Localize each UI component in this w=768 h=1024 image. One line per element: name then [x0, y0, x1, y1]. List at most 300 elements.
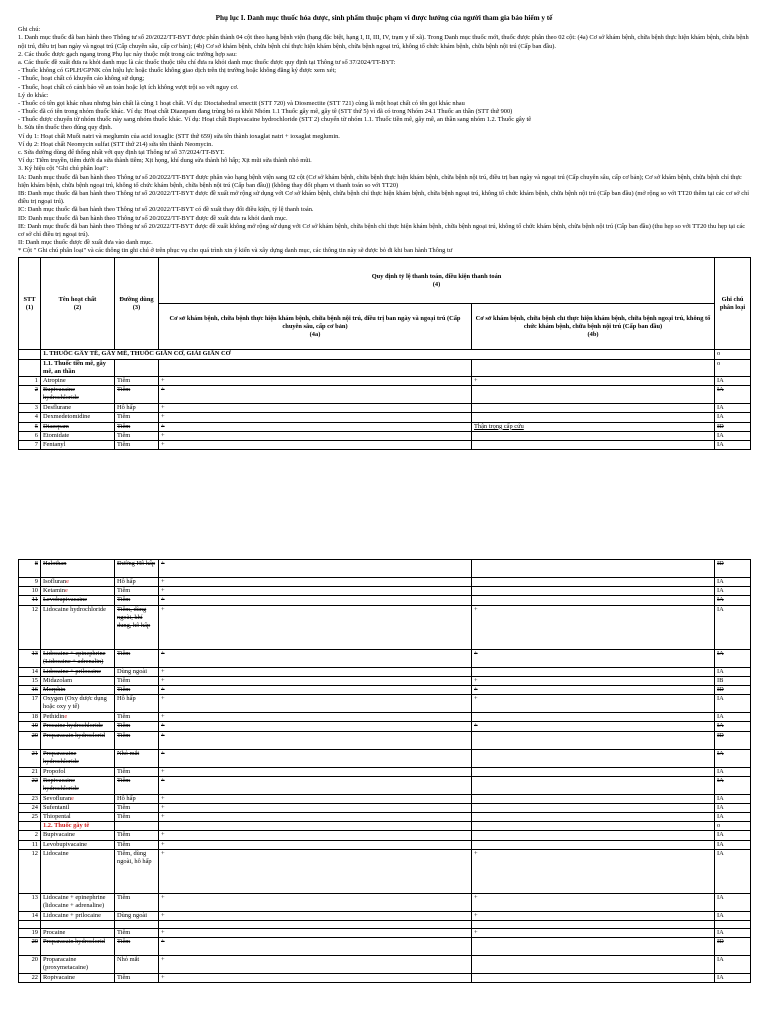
col4b-cell: + [472, 849, 715, 893]
table-row [19, 587, 751, 596]
route-cell: Tiêm [115, 929, 159, 938]
drug-name-text: Lidocaine + prilocaine [43, 667, 101, 675]
note-code: IA [715, 794, 751, 803]
note-line: c. Sửa đường dùng để thống nhất với quy định tại Thông tư số 37/2024/TT-BYT. [18, 149, 225, 157]
stt-cell: 1 [19, 377, 41, 386]
stt-cell: 19 [19, 722, 41, 731]
drug-name [41, 386, 115, 404]
col4a-cell [159, 359, 472, 376]
note-line: - Thuốc được chuyển từ nhóm thuốc này sang nhóm thuốc khác. Ví dụ: Hoạt chất Bupivacaine hydrochloride (STT 2) chuyển từ nhóm 1.1. Thuốc tiền mê, gây mê, an thần sang nhóm 1.2. Thuốc gây tê [18, 116, 532, 124]
route-cell: Tiêm [115, 587, 159, 596]
stt-cell: 14 [19, 667, 41, 676]
note-code: ID [715, 731, 751, 749]
col4a-cell: + [159, 794, 472, 803]
drug-name [41, 803, 115, 812]
drug-name-suffix: e [64, 713, 68, 721]
notes-block [18, 26, 750, 255]
note-code: ID [715, 685, 751, 694]
note-code: IA [715, 377, 751, 386]
table-cell [715, 921, 751, 929]
header-name: Tên hoạt chất (2) [41, 258, 115, 350]
stt-cell: 19 [19, 929, 41, 938]
col4a-cell: + [159, 956, 472, 974]
table-row [19, 676, 751, 685]
route-cell: Dùng ngoài [115, 911, 159, 920]
note-code: IA [715, 404, 751, 413]
stt-cell: 5 [19, 422, 41, 431]
route-cell: Nhỏ mắt [115, 749, 159, 767]
drug-name [41, 578, 115, 587]
stt-cell [19, 359, 41, 376]
route-cell: Hô hấp [115, 695, 159, 713]
note-line: 3. Ký hiệu cột "Ghi chú phân loại": [18, 165, 109, 173]
stt-cell: 24 [19, 803, 41, 812]
drug-name-text: Midazolam [43, 676, 73, 684]
drug-name [41, 749, 115, 767]
drug-name [41, 676, 115, 685]
route-cell: Tiêm [115, 649, 159, 667]
route-cell: Tiêm [115, 731, 159, 749]
drug-name-text: Lidocaine [43, 849, 69, 857]
drug-name-text: Atropine [43, 377, 66, 385]
route-cell: Tiêm [115, 377, 159, 386]
col4b-cell [472, 667, 715, 676]
table-row [19, 938, 751, 956]
drug-name [41, 731, 115, 749]
stt-cell: 22 [19, 776, 41, 794]
col4b-cell [472, 578, 715, 587]
col4a-cell: + [159, 685, 472, 694]
route-cell [115, 359, 159, 376]
route-cell: Hô hấp [115, 578, 159, 587]
note-line: Ví dụ 1: Hoạt chất Muối natri và meglumin của acid ioxaglic (STT thứ 659) sửa tên thành ioxaglat natri + ioxaglat meglumin. [18, 132, 340, 140]
note-code: o [715, 359, 751, 376]
note-code: IA [715, 413, 751, 422]
document-title: Phụ lục I. Danh mục thuốc hóa dược, sinh phẩm thuộc phạm vi được hưởng của người tham gia bảo hiểm y tế [215, 14, 553, 22]
route-cell [115, 822, 159, 831]
route-cell: Nhỏ mắt [115, 956, 159, 974]
note-line: Ví dụ: Tiêm truyền, tiêm dưới da sửa thành tiêm; Xịt họng, khí dung sửa thành hô hấp; Xịt mũi sửa thành nhỏ mũi. [18, 157, 312, 165]
drug-name [41, 695, 115, 713]
table-row [19, 386, 751, 404]
col4a-cell: + [159, 649, 472, 667]
col4b-cell [472, 974, 715, 983]
col4a-cell: + [159, 776, 472, 794]
stt-cell: 2 [19, 386, 41, 404]
stt-cell: 20 [19, 938, 41, 956]
col4b-cell [472, 359, 715, 376]
drug-name-text: Sufentanil [43, 803, 70, 811]
drug-name [41, 776, 115, 794]
col4b-cell [472, 731, 715, 749]
drug-table-2 [18, 559, 751, 983]
table-cell [472, 921, 715, 929]
table-row [19, 422, 751, 431]
drug-name-text: Diazepam [43, 422, 69, 430]
header-col-4a: Cơ sở khám bệnh, chữa bệnh thực hiện khám bệnh, chữa bệnh nội trú, điều trị ban ngày và ngoại trú (Cấp chuyên sâu, cấp cơ bản) (4a) [159, 304, 472, 350]
drug-name [41, 596, 115, 605]
col4a-cell [159, 822, 472, 831]
note-code: o [715, 822, 751, 831]
table-row [19, 929, 751, 938]
drug-name-text: Procaine hydrochloride [43, 722, 103, 730]
drug-name [41, 377, 115, 386]
table-row [19, 794, 751, 803]
col4b-cell [472, 713, 715, 722]
col4b-cell: + [472, 649, 715, 667]
drug-name [41, 605, 115, 649]
col4b-cell [472, 822, 715, 831]
drug-name-text: Levobupivacaine [43, 840, 88, 848]
drug-name-text: Propofol [43, 767, 66, 775]
col4b-cell [472, 956, 715, 974]
col4a-cell: + [159, 911, 472, 920]
note-line: Ghi chú: [18, 26, 41, 34]
table-row [19, 849, 751, 893]
note-line: ID: Danh mục thuốc đã ban hành theo Thông tư số 20/2022/TT-BYT được đề xuất đưa ra khỏi danh mục. [18, 214, 288, 222]
table-row [19, 667, 751, 676]
table-row [19, 803, 751, 812]
note-code: IA [715, 578, 751, 587]
table-cell [19, 921, 41, 929]
drug-name-text: Lidocaine + prilocaine [43, 911, 101, 919]
col4b-cell [472, 386, 715, 404]
note-line: - Thuốc, hoạt chất có cảnh báo về an toàn hoặc lợi ích không vượt trội so với nguy cơ. [18, 83, 239, 91]
table-row [19, 440, 751, 449]
note-code: IB [715, 676, 751, 685]
drug-name-text: Halothan [43, 560, 67, 567]
col4b-cell: + [472, 893, 715, 911]
note-line: 2. Các thuốc được gạch ngang trong Phụ lục này thuộc một trong các trường hợp sau: [18, 50, 237, 58]
table-row [19, 649, 751, 667]
stt-cell: 21 [19, 749, 41, 767]
note-line: IE: Danh mục thuốc đã ban hành theo Thông tư số 20/2022/TT-BYT được đề xuất không mở rộng sử dụng với Cơ sở khám bệnh, chữa bệnh chỉ thực hiện khám bệnh, chữa bệnh ngoại trú, không tổ chức khám bệnh, chữa bệnh nội trú (Cấp ban đầu) (thu hẹp so với TT20 thu hẹp tại các cơ sở chỉ điều trị ngoại trú). [18, 222, 746, 238]
route-cell: Tiêm, dùng ngoài, hô hấp [115, 849, 159, 893]
col4b-cell: + [472, 685, 715, 694]
note-code: IA [715, 649, 751, 667]
note-code: IA [715, 893, 751, 911]
col4b-cell [472, 587, 715, 596]
route-cell: Hô hấp [115, 794, 159, 803]
note-line: Ví dụ 2: Hoạt chất Neomycin sulfat (STT thứ 214) sửa tên thành Neomycin. [18, 140, 213, 148]
note-line: IB: Danh mục thuốc đã ban hành theo Thông tư số 20/2022/TT-BYT được đề xuất mở rộng sử dụng với Cơ sở khám bệnh, chữa bệnh chỉ thực hiện khám bệnh, chữa bệnh ngoại trú, không tổ chức khám bệnh, chữa bệnh nội trú (Cấp ban đầu) (mở rộng so với TT20 thêm tại các cơ sở chỉ điều trị ngoại trú). [18, 189, 750, 206]
route-cell: Tiêm [115, 713, 159, 722]
drug-name-suffix: e [66, 578, 69, 585]
drug-name-text: Isofluran [43, 578, 67, 585]
col4b-cell [472, 776, 715, 794]
table-row [19, 767, 751, 776]
col4b-cell [472, 840, 715, 849]
stt-cell: 13 [19, 649, 41, 667]
col4a-cell: + [159, 386, 472, 404]
drug-name [41, 649, 115, 667]
table-row [19, 722, 751, 731]
drug-name [41, 560, 115, 578]
document-page-1 [0, 14, 768, 450]
col4a-cell: + [159, 596, 472, 605]
stt-cell: 17 [19, 695, 41, 713]
note-line: - Thuốc có tên gọi khác nhau nhưng bản chất là cùng 1 hoạt chất. Ví dụ: Dioctahedral smectit (STT 720) và Diosmectite (STT 721) cùng là một hoạt chất có tên gọi khác nhau [18, 99, 465, 107]
note-code: IA [715, 831, 751, 840]
drug-name-text: Levobupivacaine [43, 596, 88, 604]
table-row [19, 911, 751, 920]
stt-cell: 23 [19, 794, 41, 803]
drug-name [41, 831, 115, 840]
drug-name [41, 794, 115, 803]
col4a-cell: + [159, 831, 472, 840]
route-cell: Tiêm [115, 440, 159, 449]
route-cell: Tiêm [115, 596, 159, 605]
stt-cell: 9 [19, 578, 41, 587]
note-code: IA [715, 776, 751, 794]
note-code: IA [715, 596, 751, 605]
col4b-cell [472, 404, 715, 413]
drug-name-text: Thiopental [43, 813, 71, 821]
col4a-cell: + [159, 840, 472, 849]
stt-cell: 11 [19, 596, 41, 605]
col4a-cell: + [159, 587, 472, 596]
table-row [19, 974, 751, 983]
col4b-cell [472, 431, 715, 440]
table-row [19, 404, 751, 413]
drug-name-text: Lidocaine hydrochloride [43, 605, 106, 613]
route-cell: Tiêm [115, 974, 159, 983]
col4a-cell: + [159, 667, 472, 676]
drug-name-text: Bupivacaine hydrochloride [43, 386, 79, 402]
table-row [19, 713, 751, 722]
col4b-cell: + [472, 695, 715, 713]
drug-name-text: Proparacaine hydrochloride [43, 749, 79, 765]
route-cell: Tiêm [115, 893, 159, 911]
stt-cell: 22 [19, 974, 41, 983]
drug-name [41, 929, 115, 938]
stt-cell: 12 [19, 849, 41, 893]
route-cell: Đường Hô hấp [115, 560, 159, 578]
table-row [19, 776, 751, 794]
route-cell: Tiêm [115, 840, 159, 849]
col4b-cell [472, 794, 715, 803]
col4a-cell: + [159, 974, 472, 983]
section-title: 1.2. Thuốc gây tê [41, 822, 115, 831]
table-header-row [19, 258, 751, 304]
col4b-cell: + [472, 377, 715, 386]
stt-cell: 2 [19, 831, 41, 840]
drug-name-text: Etomidate [43, 431, 70, 439]
col4a-cell: + [159, 749, 472, 767]
col4a-cell: + [159, 431, 472, 440]
drug-name [41, 840, 115, 849]
col4a-cell: + [159, 938, 472, 956]
col4a-cell: + [159, 767, 472, 776]
table-row [19, 685, 751, 694]
note-code: IA [715, 695, 751, 713]
stt-cell: 7 [19, 440, 41, 449]
stt-cell: 8 [19, 560, 41, 578]
col4b-cell [472, 440, 715, 449]
stt-cell: 21 [19, 767, 41, 776]
col4b-cell: + [472, 929, 715, 938]
drug-name-text: Lidocaine + epinephrine (lidocaine + adrenaline) [43, 893, 106, 909]
col4b-cell: Thận trọng cấp cứu [472, 422, 715, 431]
note-code: ID [715, 560, 751, 578]
note-code: IA [715, 956, 751, 974]
route-cell: Tiêm [115, 938, 159, 956]
col4b-cell [472, 596, 715, 605]
drug-name-text: Desflurane [43, 404, 72, 412]
note-line: 1. Danh mục thuốc đã ban hành theo Thông tư số 20/2022/TT-BYT được phân thành 04 cột theo hạng bệnh viện (hạng đặc biệt, hạng I, II, III, IV, trạm y tế xã). Trong Danh mục thuốc mới, thuốc được phân theo 02 cột: (4a) Cơ sở khám bệnh, chữa bệnh thực hiện khám bệnh, chữa bệnh nội trú, điều trị ban ngày và ngoại trú (Cấp chuyên sâu, cấp cơ bản); (4b) Cơ sở khám bệnh, chữa bệnh chỉ thực hiện khám bệnh, chữa bệnh ngoại trú, không tổ chức khám bệnh, chữa bệnh nội trú (Cấp ban đầu). [18, 34, 749, 50]
drug-name [41, 431, 115, 440]
header-col-4b: Cơ sở khám bệnh, chữa bệnh chỉ thực hiện khám bệnh, chữa bệnh ngoại trú, không tổ chức khám bệnh, chữa bệnh nội trú (Cấp ban đầu) (4b) [472, 304, 715, 350]
note-code: IA [715, 767, 751, 776]
note-code: IA [715, 813, 751, 822]
col4b-cell [472, 831, 715, 840]
drug-name [41, 440, 115, 449]
stt-cell [19, 822, 41, 831]
drug-name-text: Dexmedetomidine [43, 413, 91, 421]
stt-cell: 16 [19, 685, 41, 694]
col4a-cell: + [159, 929, 472, 938]
table-row [19, 893, 751, 911]
route-cell: Tiêm [115, 431, 159, 440]
drug-name [41, 911, 115, 920]
table-row [19, 605, 751, 649]
col4a-cell: + [159, 849, 472, 893]
drug-name [41, 413, 115, 422]
drug-name-text: Procaine [43, 929, 66, 936]
col4a-cell: + [159, 695, 472, 713]
route-cell: Tiêm, dùng ngoài, khí dung, hô hấp [115, 605, 159, 649]
table-row [19, 695, 751, 713]
note-line: a. Các thuốc đề xuất đưa ra khỏi danh mục là các thuốc thuộc tiêu chí đưa ra khỏi danh mục thuốc được quy định tại Thông tư số 37/2024/TT-BYT: [18, 58, 396, 66]
route-cell: Hô hấp [115, 404, 159, 413]
drug-name-text: Proparacain hydroclorid [43, 938, 105, 946]
drug-name [41, 722, 115, 731]
route-cell: Tiêm [115, 685, 159, 694]
drug-name-text: Morphin [43, 685, 66, 693]
table-row [19, 413, 751, 422]
spacer-row [19, 921, 751, 929]
note-code: IA [715, 929, 751, 938]
drug-name [41, 767, 115, 776]
note-line: - Thuốc, hoạt chất có khuyến cáo không sử dụng; [18, 75, 145, 83]
note-line: - Thuốc không có GPLH/GPNK còn hiệu lực hoặc thuốc không giao dịch trên thị trường hoặc không đăng ký được xem xét; [18, 67, 337, 75]
col4a-cell: + [159, 803, 472, 812]
route-cell: Tiêm [115, 413, 159, 422]
route-cell: Tiêm [115, 803, 159, 812]
note-code: IA [715, 974, 751, 983]
note-code: IA [715, 840, 751, 849]
col4b-cell: + [472, 722, 715, 731]
header-note: Ghi chú phân loại [715, 258, 751, 350]
table-cell [41, 921, 115, 929]
header-payment: Quy định tỷ lệ thanh toán, điều kiện thanh toán (4) [159, 258, 715, 304]
drug-name-text: Oxygen (Oxy dược dụng hoặc oxy y tế) [43, 695, 107, 711]
stt-cell: 20 [19, 956, 41, 974]
drug-name-text: Lidocaine + epinephrine (Lidocaine + adrenalin) [43, 649, 106, 665]
stt-cell: 20 [19, 731, 41, 749]
drug-name [41, 587, 115, 596]
note-code: IA [715, 667, 751, 676]
col4b-cell: + [472, 911, 715, 920]
note-code: IA [715, 605, 751, 649]
stt-cell: 12 [19, 605, 41, 649]
drug-name-text: Fentanyl [43, 440, 66, 448]
col4b-cell [472, 413, 715, 422]
col4a-cell: + [159, 813, 472, 822]
route-cell: Tiêm [115, 813, 159, 822]
note-line: - Thuốc đã có tên trong nhóm thuốc khác. Ví dụ: Hoạt chất Diazepam đang trùng bỏ ra khỏi Nhóm 1.1 Thuốc gây mê, gây tê (STT thứ 5) vì đã có trong Nhóm 24.1 Thuốc an thần (STT thứ 900) [18, 108, 513, 116]
col4b-cell [472, 767, 715, 776]
note-code: IA [715, 911, 751, 920]
stt-cell: 15 [19, 676, 41, 685]
drug-name-text: Proparacaine (proxymetacaine) [43, 956, 89, 972]
drug-name-text: Bupivacaine [43, 831, 75, 839]
note-code: IA [715, 440, 751, 449]
col4a-cell: + [159, 676, 472, 685]
col4a-cell: + [159, 413, 472, 422]
drug-name-text: Ropivacaine hydrochloride [43, 776, 79, 792]
note-code: IA [715, 386, 751, 404]
note-code: IA [715, 713, 751, 722]
note-code: ID [715, 938, 751, 956]
drug-name-text: Pethidin [43, 713, 65, 721]
drug-name-suffix: e [71, 794, 74, 802]
stt-cell: 18 [19, 713, 41, 722]
drug-name [41, 813, 115, 822]
note-line: IC: Danh mục thuốc đã ban hành theo Thông tư số 20/2022/TT-BYT có đề xuất thay đổi điều kiện, tỷ lệ thanh toán. [18, 206, 314, 214]
stt-cell: 25 [19, 813, 41, 822]
table-row [19, 840, 751, 849]
table-row [19, 813, 751, 822]
section-row [19, 350, 751, 359]
table-row [19, 596, 751, 605]
table-row [19, 377, 751, 386]
drug-name [41, 685, 115, 694]
stt-cell [19, 350, 41, 359]
col4b-cell [472, 803, 715, 812]
table-row [19, 749, 751, 767]
stt-cell: 3 [19, 404, 41, 413]
route-cell: Tiêm [115, 776, 159, 794]
section-row [19, 359, 751, 376]
stt-cell: 10 [19, 587, 41, 596]
table-row [19, 956, 751, 974]
col4b-cell [472, 938, 715, 956]
header-stt: STT (1) [19, 258, 41, 350]
note-code: IA [715, 749, 751, 767]
route-cell: Tiêm [115, 676, 159, 685]
note-line: * Cột " Ghi chú phân loại" và các thông tin ghi chú ở trên phục vụ cho quá trình xin ý kiến và xây dựng danh mục, các thông tin này sẽ được bỏ đi khi ban hành Thông tư [18, 247, 453, 255]
note-code: IA [715, 587, 751, 596]
drug-name [41, 893, 115, 911]
section-row [19, 822, 751, 831]
route-cell: Dùng ngoài [115, 667, 159, 676]
table-row [19, 578, 751, 587]
col4b-cell: + [472, 605, 715, 649]
section-title: 1. THUỐC GÂY TÊ, GÂY MÊ, THUỐC GIÃN CƠ, GIẢI GIÃN CƠ [41, 350, 715, 359]
col4a-cell: + [159, 404, 472, 413]
drug-name-suffix: e [65, 587, 68, 595]
col4a-cell: + [159, 605, 472, 649]
col4a-cell: + [159, 713, 472, 722]
col4a-cell: + [159, 440, 472, 449]
col4b-cell [472, 749, 715, 767]
note-code: ID [715, 422, 751, 431]
header-route: Đường dùng (3) [115, 258, 159, 350]
col4a-cell: + [159, 560, 472, 578]
table-row [19, 831, 751, 840]
drug-name-text: Ketamin [43, 587, 66, 595]
